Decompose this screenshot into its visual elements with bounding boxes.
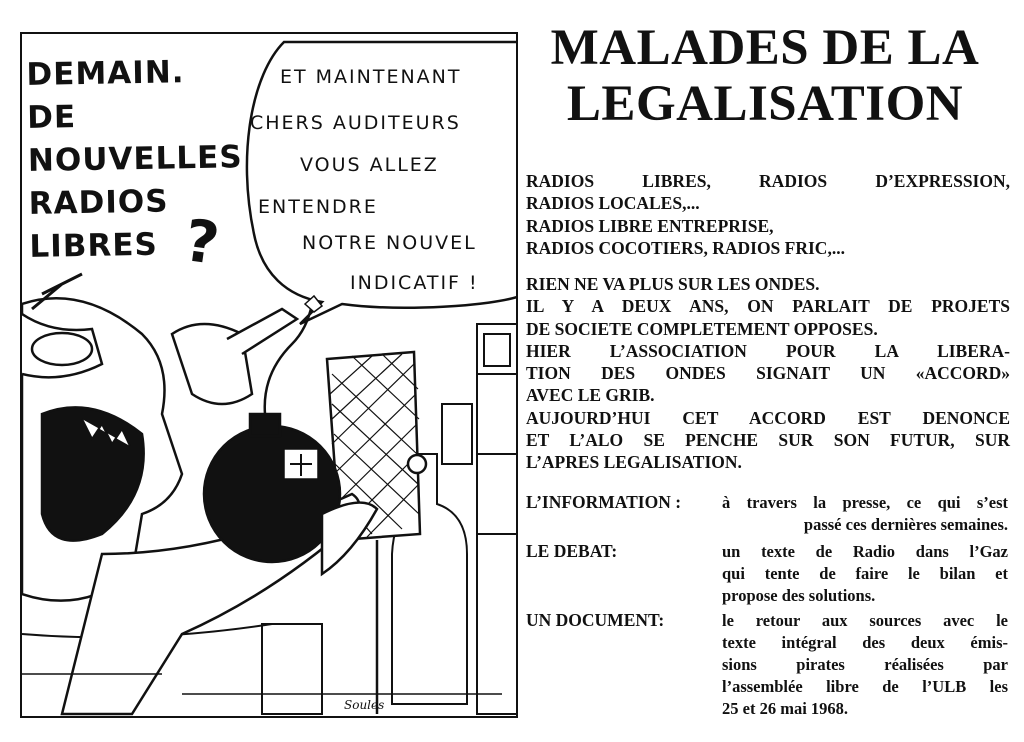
caption-line: DE	[26, 99, 77, 136]
bubble-line: ENTENDRE	[258, 196, 378, 218]
rubric-text-debat	[722, 541, 1008, 607]
body-line: IL Y A DEUX ANS, ON PARLAIT DE PROJETS	[526, 296, 1010, 317]
page-title	[522, 20, 1008, 132]
caption-line: DEMAIN.	[26, 54, 185, 93]
body-line: RIEN NE VA PLUS SUR LES ONDES.	[526, 274, 820, 294]
rubric-line: qui tente de faire le bilan et	[722, 564, 1008, 583]
rubric-line: sions pirates réalisées par	[722, 655, 1008, 674]
bubble-line: NOTRE NOUVEL	[302, 232, 477, 254]
caption-line: NOUVELLES	[27, 139, 243, 179]
body-line: AUJOURD’HUI CET ACCORD EST DENONCE	[526, 407, 1010, 428]
caption-line: RADIOS	[28, 183, 169, 222]
rubric-label-debat: LE DEBAT:	[526, 541, 618, 561]
intro-block	[526, 170, 1010, 259]
question-mark: ?	[180, 205, 224, 279]
intro-line: RADIOS LOCALES,...	[526, 193, 700, 214]
rubric-label-document: UN DOCUMENT:	[526, 610, 665, 630]
title-line-1: MALADES DE LA	[550, 20, 980, 76]
rubric-line: 25 et 26 mai 1968.	[722, 699, 849, 718]
bubble-line: VOUS ALLEZ	[300, 154, 439, 176]
bubble-line: ET MAINTENANT	[280, 66, 462, 88]
caption-line: LIBRES	[29, 226, 159, 265]
body-line: AVEC LE GRIB.	[526, 385, 655, 406]
body-line: ET L’ALO SE PENCHE SUR SON FUTUR, SUR	[526, 430, 1010, 451]
intro-line: RADIOS COCOTIERS, RADIOS FRIC,...	[526, 237, 845, 258]
intro-line: RADIOS LIBRE ENTREPRISE,	[526, 215, 774, 236]
title-line-2: LEGALISATION	[566, 76, 964, 132]
body-line: DE SOCIETE COMPLETEMENT OPPOSES.	[526, 318, 878, 339]
artist-signature: Soules	[344, 698, 385, 712]
intro-line: RADIOS LIBRES, RADIOS D’EXPRESSION,	[526, 171, 1010, 191]
cartoon-panel	[20, 32, 518, 718]
bubble-line: CHERS AUDITEURS	[250, 112, 461, 134]
rubric-text-document	[722, 610, 1008, 720]
rubric-line: propose des solutions.	[722, 586, 876, 605]
rubric-text-information	[722, 492, 1008, 536]
rubric-line: l’assemblée libre de l’ULB les	[722, 677, 1008, 696]
body-line: TION DES ONDES SIGNAIT UN «ACCORD»	[526, 363, 1010, 384]
bubble-line: INDICATIF !	[350, 272, 479, 294]
rubric-line: à travers la presse, ce qui s’est	[722, 493, 1008, 512]
body-line: HIER L’ASSOCIATION POUR LA LIBERA-	[526, 340, 1010, 361]
rubric-line: le retour aux sources avec le	[722, 611, 1008, 630]
body-block	[526, 273, 1010, 474]
rubric-line: passé ces dernières semaines.	[803, 515, 1008, 534]
body-line: L’APRES LEGALISATION.	[526, 452, 742, 473]
rubric-line: un texte de Radio dans l’Gaz	[722, 542, 1008, 561]
rubric-label-information: L’INFORMATION :	[526, 492, 682, 512]
rubric-line: texte intégral des deux émis-	[722, 633, 1008, 652]
